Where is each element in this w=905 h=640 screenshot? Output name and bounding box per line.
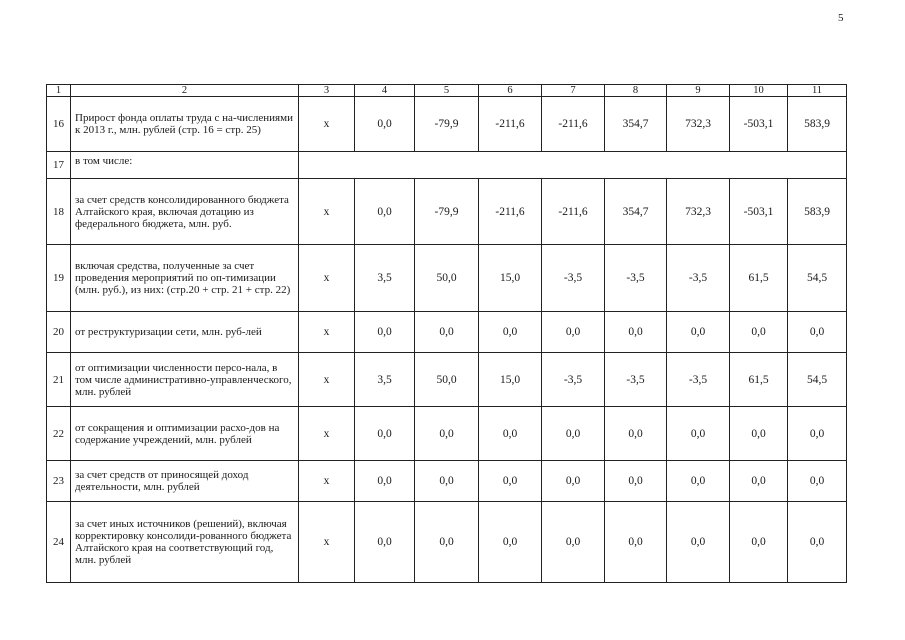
value-cell: 0,0	[479, 502, 542, 583]
value-cell: 0,0	[542, 407, 605, 461]
value-cell: 583,9	[788, 97, 847, 152]
header-cell: 6	[479, 85, 542, 97]
value-cell: 0,0	[542, 502, 605, 583]
value-cell: 15,0	[479, 245, 542, 312]
unit-cell: x	[299, 502, 355, 583]
value-cell: -79,9	[415, 179, 479, 245]
budget-table	[46, 84, 847, 583]
value-cell: -3,5	[667, 245, 730, 312]
value-cell: 354,7	[605, 97, 667, 152]
row-number: 24	[47, 502, 71, 583]
value-cell: 0,0	[479, 312, 542, 353]
value-cell: 732,3	[667, 179, 730, 245]
table-row	[47, 502, 847, 583]
table-row	[47, 245, 847, 312]
value-cell: 0,0	[667, 461, 730, 502]
value-cell: 15,0	[479, 353, 542, 407]
unit-cell: x	[299, 461, 355, 502]
value-cell: 0,0	[667, 502, 730, 583]
value-cell: 54,5	[788, 245, 847, 312]
unit-cell: x	[299, 407, 355, 461]
value-cell: 0,0	[479, 461, 542, 502]
header-cell: 8	[605, 85, 667, 97]
value-cell: 0,0	[355, 312, 415, 353]
value-cell: 0,0	[730, 461, 788, 502]
value-cell: 0,0	[788, 502, 847, 583]
table-row	[47, 407, 847, 461]
value-cell: 0,0	[730, 502, 788, 583]
value-cell: 3,5	[355, 353, 415, 407]
value-cell: 583,9	[788, 179, 847, 245]
value-cell: 0,0	[667, 407, 730, 461]
value-cell: -211,6	[542, 179, 605, 245]
value-cell: 0,0	[415, 312, 479, 353]
value-cell: 50,0	[415, 353, 479, 407]
value-cell: -503,1	[730, 97, 788, 152]
value-cell: 0,0	[542, 312, 605, 353]
row-description: за счет средств консолидированного бюджета Алтайского края, включая дотацию из федерального бюджета, млн. руб.	[71, 179, 299, 245]
value-cell: -79,9	[415, 97, 479, 152]
value-cell: -3,5	[605, 353, 667, 407]
value-cell: 50,0	[415, 245, 479, 312]
row-description: Прирост фонда оплаты труда с на-числениями к 2013 г., млн. рублей (стр. 16 = стр. 25)	[71, 97, 299, 152]
row-number: 23	[47, 461, 71, 502]
value-cell: 0,0	[355, 461, 415, 502]
table-row	[47, 97, 847, 152]
unit-cell: x	[299, 245, 355, 312]
header-cell: 1	[47, 85, 71, 97]
value-cell: 3,5	[355, 245, 415, 312]
value-cell: -211,6	[542, 97, 605, 152]
row-number: 16	[47, 97, 71, 152]
row-number: 22	[47, 407, 71, 461]
value-cell: 0,0	[355, 407, 415, 461]
header-cell: 9	[667, 85, 730, 97]
value-cell: 0,0	[542, 461, 605, 502]
value-cell: -3,5	[605, 245, 667, 312]
value-cell: 0,0	[605, 502, 667, 583]
value-cell: 732,3	[667, 97, 730, 152]
value-cell: 0,0	[788, 407, 847, 461]
table-row	[47, 353, 847, 407]
value-cell: 0,0	[788, 312, 847, 353]
row-number: 18	[47, 179, 71, 245]
row-description: включая средства, полученные за счет проведения мероприятий по оп-тимизации (млн. руб.), из них: (стр.20 + стр. 21 + стр. 22)	[71, 245, 299, 312]
header-cell: 10	[730, 85, 788, 97]
header-cell: 3	[299, 85, 355, 97]
unit-cell: x	[299, 179, 355, 245]
table-row	[47, 179, 847, 245]
value-cell: -211,6	[479, 179, 542, 245]
row-number: 20	[47, 312, 71, 353]
table-row	[47, 461, 847, 502]
value-cell: 0,0	[605, 312, 667, 353]
value-cell: 0,0	[730, 407, 788, 461]
value-cell: 0,0	[605, 407, 667, 461]
header-cell: 7	[542, 85, 605, 97]
value-cell: -3,5	[542, 245, 605, 312]
row-number: 21	[47, 353, 71, 407]
unit-cell: x	[299, 353, 355, 407]
value-cell: 54,5	[788, 353, 847, 407]
unit-cell: x	[299, 97, 355, 152]
row-number: 17	[47, 152, 71, 179]
value-cell: -3,5	[542, 353, 605, 407]
value-cell: -503,1	[730, 179, 788, 245]
row-description: от оптимизации численности персо-нала, в том числе административно-управленческого, млн. рублей	[71, 353, 299, 407]
value-cell: -211,6	[479, 97, 542, 152]
row-description: за счет средств от приносящей доход деятельности, млн. рублей	[71, 461, 299, 502]
value-cell: 0,0	[415, 407, 479, 461]
empty-span-cell	[299, 152, 847, 179]
unit-cell: x	[299, 312, 355, 353]
row-description: от реструктуризации сети, млн. руб-лей	[71, 312, 299, 353]
value-cell: -3,5	[667, 353, 730, 407]
value-cell: 0,0	[730, 312, 788, 353]
page-number: 5	[838, 12, 844, 24]
header-cell: 4	[355, 85, 415, 97]
value-cell: 0,0	[479, 407, 542, 461]
value-cell: 61,5	[730, 353, 788, 407]
value-cell: 0,0	[355, 502, 415, 583]
header-cell: 11	[788, 85, 847, 97]
header-cell: 2	[71, 85, 299, 97]
value-cell: 0,0	[667, 312, 730, 353]
row-number: 19	[47, 245, 71, 312]
value-cell: 0,0	[355, 179, 415, 245]
value-cell: 0,0	[415, 461, 479, 502]
value-cell: 61,5	[730, 245, 788, 312]
value-cell: 0,0	[788, 461, 847, 502]
header-row	[47, 85, 847, 97]
value-cell: 0,0	[605, 461, 667, 502]
row-description: в том числе:	[71, 152, 299, 179]
table-row	[47, 312, 847, 353]
table-row	[47, 152, 847, 179]
value-cell: 0,0	[415, 502, 479, 583]
value-cell: 0,0	[355, 97, 415, 152]
row-description: за счет иных источников (решений), включая корректировку консолиди-рованного бюджета Алтайского края на соответствующий год, млн. рублей	[71, 502, 299, 583]
row-description: от сокращения и оптимизации расхо-дов на содержание учреждений, млн. рублей	[71, 407, 299, 461]
header-cell: 5	[415, 85, 479, 97]
value-cell: 354,7	[605, 179, 667, 245]
